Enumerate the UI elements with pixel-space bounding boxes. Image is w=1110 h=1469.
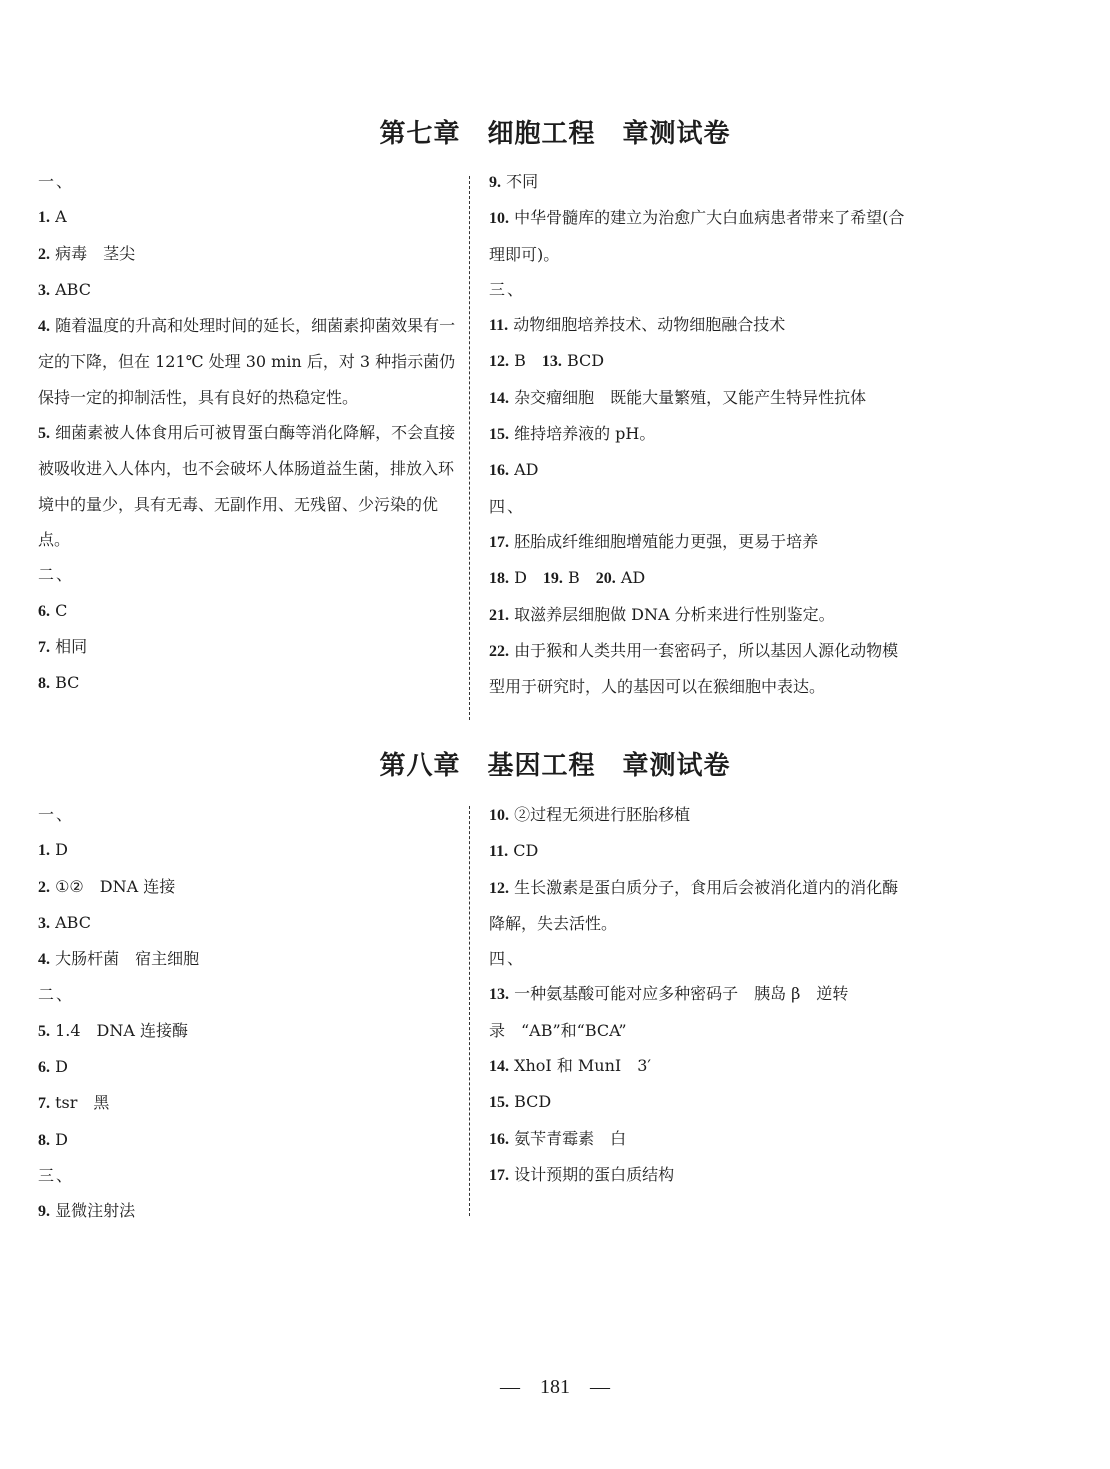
answer-text: AD	[615, 568, 646, 588]
answer-item	[38, 308, 458, 415]
answer-item	[38, 832, 458, 868]
chapter8-title: 第八章 基因工程 章测试卷	[379, 751, 731, 781]
answer-item	[489, 597, 909, 633]
answer-text: D	[50, 840, 68, 860]
answer-text: 维持培养液的 pH。	[509, 424, 656, 444]
answer-text: 随着温度的升高和处理时间的延长，细菌素抑菌效果有一定的下降，但在 121℃ 处理 30 min 后，对 3 种指示菌仍保持一定的抑制活性，具有良好的热稳定性。	[38, 316, 456, 407]
answer-item	[38, 1193, 458, 1229]
answer-item	[489, 1084, 909, 1120]
answer-item	[489, 870, 909, 942]
answer-text: D	[50, 1057, 68, 1077]
answer-text: 病毒 茎尖	[50, 243, 136, 263]
question-number: 11.	[489, 843, 509, 861]
answer-text: 相同	[50, 636, 88, 656]
question-number: 6.	[38, 602, 50, 620]
answer-item	[38, 665, 458, 701]
answer-text: 1.4 DNA 连接酶	[50, 1020, 189, 1040]
answer-text: ABC	[50, 912, 91, 932]
answer-text: XhoⅠ 和 MunⅠ 3′	[509, 1056, 652, 1076]
question-number: 8.	[38, 675, 50, 693]
question-number: 12.	[489, 879, 509, 897]
answer-item	[38, 869, 458, 905]
question-number: 17.	[489, 533, 509, 551]
page-number: — 181 —	[500, 1376, 610, 1398]
answer-text: ①② DNA 连接	[50, 876, 176, 896]
answer-item	[38, 1122, 458, 1158]
answer-text: tsr 黑	[50, 1093, 110, 1113]
section-heading	[489, 941, 909, 976]
question-number: 14.	[489, 389, 509, 407]
answer-text: AD	[509, 460, 539, 480]
question-number: 7.	[38, 638, 50, 656]
section-label: 二、	[38, 985, 75, 1005]
answer-text: 动物细胞培养技术、动物细胞融合技术	[508, 315, 786, 335]
answer-item	[489, 797, 909, 833]
answer-item	[38, 941, 458, 977]
question-number: 15.	[489, 1094, 509, 1112]
question-number: 17.	[489, 1166, 509, 1184]
answer-text: 氨苄青霉素 白	[509, 1128, 627, 1148]
answer-item	[38, 199, 458, 235]
question-number: 12.	[489, 353, 509, 371]
question-number: 1.	[38, 842, 50, 860]
answer-item	[489, 1121, 909, 1157]
section-label: 三、	[489, 279, 526, 299]
answer-text: A	[50, 207, 67, 227]
question-number: 9.	[489, 174, 501, 191]
answer-item	[489, 452, 909, 488]
chapter7-right-column	[489, 164, 909, 704]
question-number: 4.	[38, 318, 50, 336]
answer-item	[489, 307, 909, 343]
answer-item	[38, 629, 458, 665]
answer-item	[38, 415, 458, 557]
answer-text: 由于猴和人类共用一套密码子，所以基因人源化动物模型用于研究时，人的基因可以在猴细胞中表达。	[489, 640, 899, 697]
section-heading	[38, 164, 458, 199]
answer-item	[38, 905, 458, 941]
answer-text: 一种氨基酸可能对应多种密码子 胰岛 β 逆转录 “AB”和“BCA”	[489, 984, 849, 1040]
question-number: 21.	[489, 606, 509, 624]
answer-item	[489, 380, 909, 416]
question-number: 3.	[38, 281, 50, 299]
answer-text: B	[509, 351, 542, 371]
answer-item	[489, 833, 909, 869]
question-number: 5.	[38, 1022, 50, 1040]
answer-text: BCD	[561, 351, 605, 371]
answer-item	[38, 593, 458, 629]
answer-text: 杂交瘤细胞 既能大量繁殖，又能产生特异性抗体	[509, 387, 867, 407]
section-heading	[489, 489, 909, 524]
chapter8-right-column	[489, 797, 909, 1193]
answer-item	[489, 200, 909, 272]
answer-item	[489, 976, 909, 1048]
section-label: 一、	[38, 805, 75, 824]
question-number: 14.	[489, 1058, 509, 1076]
answer-item	[489, 524, 909, 560]
answer-text: ②过程无须进行胚胎移植	[509, 805, 691, 824]
question-number: 13.	[541, 353, 562, 371]
question-number: 16.	[489, 462, 509, 480]
question-number: 16.	[489, 1130, 509, 1148]
question-number: 20.	[595, 570, 616, 588]
question-number: 15.	[489, 426, 509, 444]
answer-text: 细菌素被人体食用后可被胃蛋白酶等消化降解，不会直接被吸收进入人体内，也不会破坏人体肠道益生菌，排放入环境中的量少，具有无毒、无副作用、无残留、少污染的优点。	[38, 423, 456, 549]
answer-text: 生长激素是蛋白质分子，食用后会被消化道内的消化酶降解，失去活性。	[489, 877, 899, 933]
answer-item	[38, 1085, 458, 1121]
answer-text: BCD	[509, 1092, 552, 1112]
answer-item	[489, 560, 909, 596]
answer-text: 不同	[501, 172, 539, 191]
question-number: 2.	[38, 878, 50, 896]
section-label: 二、	[38, 565, 75, 585]
answer-text: 大肠杆菌 宿主细胞	[50, 949, 200, 969]
answer-item	[38, 272, 458, 308]
question-number: 2.	[38, 245, 50, 263]
section-heading	[38, 977, 458, 1012]
question-number: 19.	[542, 570, 563, 588]
section-heading	[38, 557, 458, 592]
section-label: 一、	[38, 172, 75, 191]
section-label: 三、	[38, 1165, 75, 1185]
answer-item	[489, 416, 909, 452]
question-number: 8.	[38, 1131, 50, 1149]
answer-item	[489, 1048, 909, 1084]
answer-item	[489, 633, 909, 705]
question-number: 5.	[38, 425, 50, 443]
answer-text: 设计预期的蛋白质结构	[509, 1164, 675, 1184]
answer-text: CD	[508, 841, 539, 861]
question-number: 13.	[489, 986, 509, 1004]
question-number: 11.	[489, 317, 509, 335]
answer-item	[489, 1157, 909, 1193]
question-number: 6.	[38, 1059, 50, 1077]
section-label: 四、	[489, 496, 526, 516]
answer-text: D	[50, 1129, 68, 1149]
question-number: 10.	[489, 807, 509, 824]
question-number: 4.	[38, 951, 50, 969]
question-number: 3.	[38, 914, 50, 932]
answer-item	[489, 343, 909, 379]
chapter8-left-column	[38, 797, 458, 1230]
chapter7-title: 第七章 细胞工程 章测试卷	[379, 119, 731, 149]
answer-item	[489, 164, 909, 200]
column-divider	[469, 176, 470, 720]
section-heading	[38, 797, 458, 832]
answer-text: C	[50, 600, 68, 620]
question-number: 1.	[38, 209, 50, 227]
chapter7-left-column	[38, 164, 458, 701]
answer-text: BC	[50, 673, 80, 693]
question-number: 18.	[489, 570, 509, 588]
answer-item	[38, 1049, 458, 1085]
answer-text: 显微注射法	[50, 1201, 136, 1221]
answer-item	[38, 236, 458, 272]
section-heading	[38, 1158, 458, 1193]
section-label: 四、	[489, 949, 526, 969]
question-number: 7.	[38, 1095, 50, 1113]
answer-item	[38, 1013, 458, 1049]
question-number: 22.	[489, 642, 509, 660]
question-number: 10.	[489, 210, 509, 228]
section-heading	[489, 272, 909, 307]
answer-text: ABC	[50, 279, 91, 299]
answer-text: 胚胎成纤维细胞增殖能力更强，更易于培养	[509, 531, 819, 551]
answer-text: B	[562, 568, 596, 588]
answer-text: D	[509, 568, 543, 588]
question-number: 9.	[38, 1203, 50, 1221]
column-divider	[469, 806, 470, 1216]
answer-text: 取滋养层细胞做 DNA 分析来进行性别鉴定。	[509, 604, 835, 624]
answer-text: 中华骨髓库的建立为治愈广大白血病患者带来了希望(合理即可)。	[489, 208, 905, 264]
